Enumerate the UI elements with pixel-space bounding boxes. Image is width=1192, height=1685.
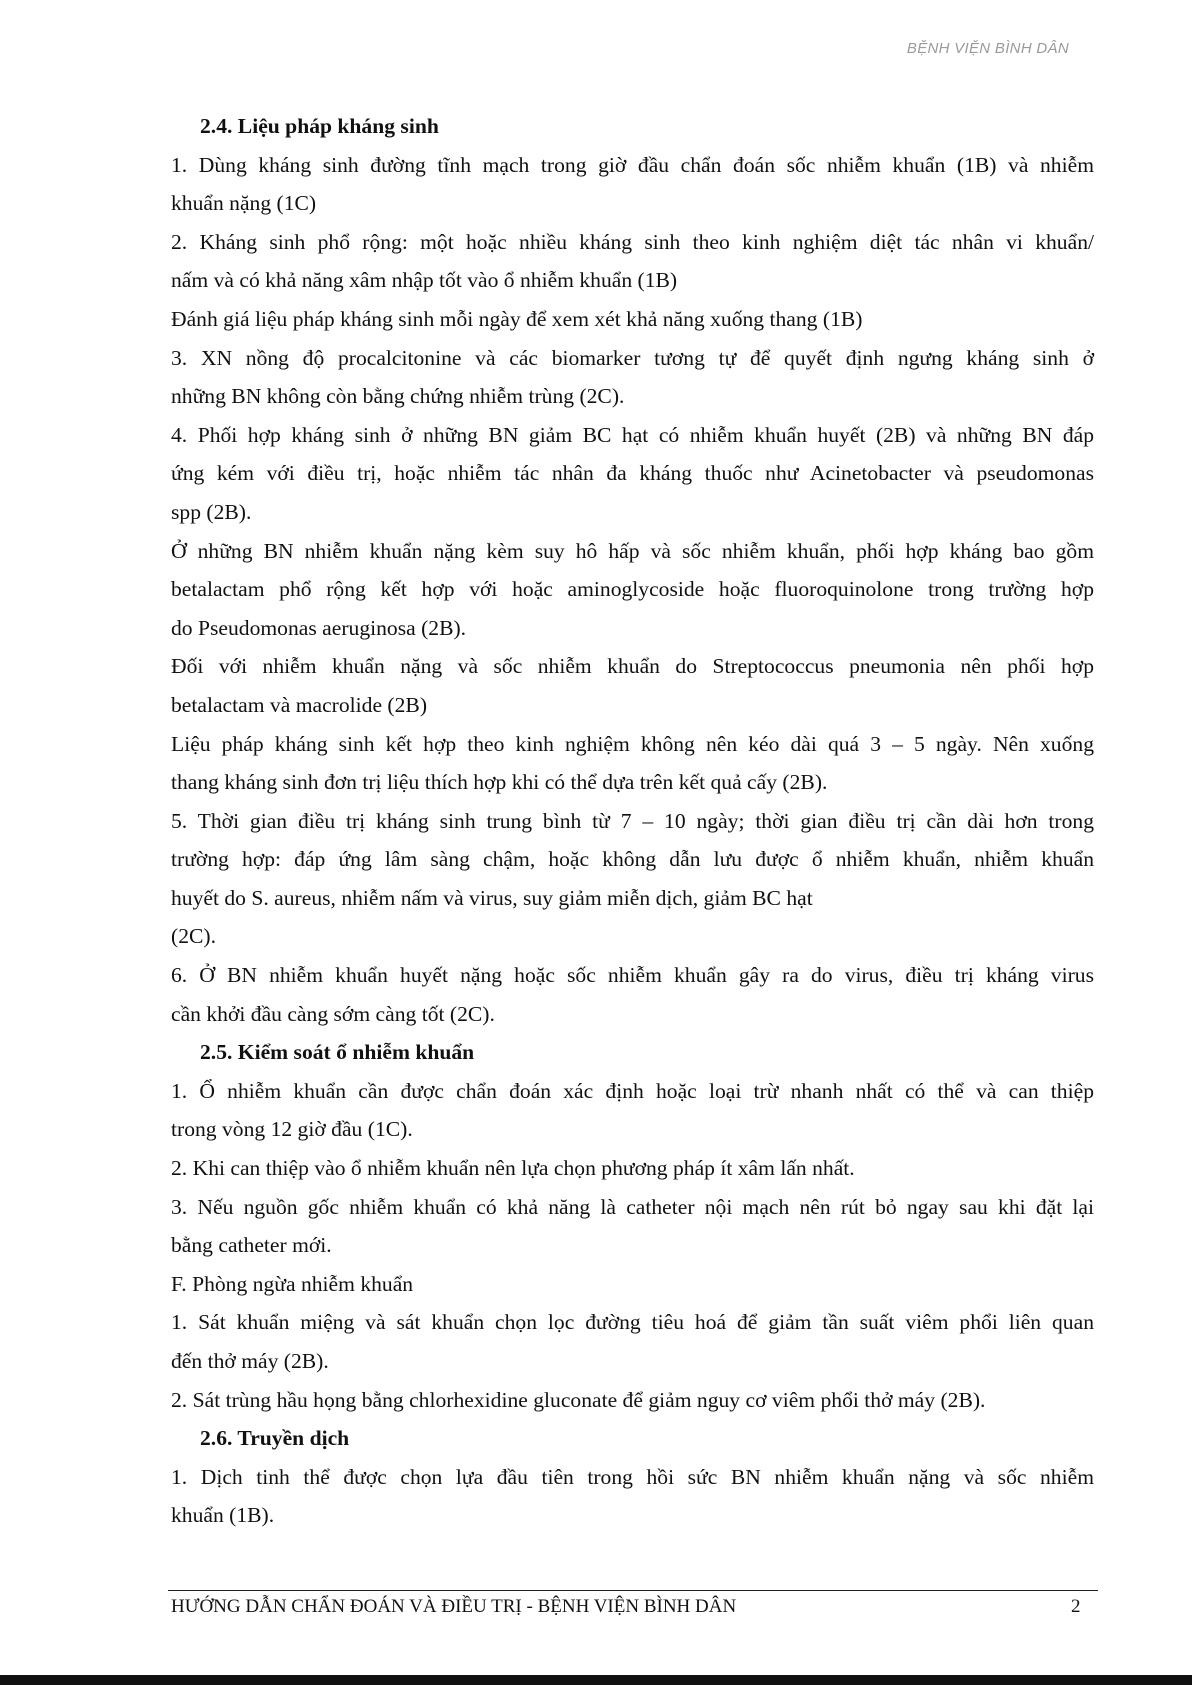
scan-edge-band xyxy=(0,1675,1192,1685)
text-line: huyết do S. aureus, nhiễm nấm và virus, suy giảm miễn dịch, giảm BC hạt xyxy=(171,885,813,910)
text-line: 2. Khi can thiệp vào ổ nhiễm khuẩn nên lựa chọn phương pháp ít xâm lấn nhất. xyxy=(171,1156,855,1181)
text-line: những BN không còn bằng chứng nhiễm trùng (2C). xyxy=(171,384,625,409)
text-line: Ở những BN nhiễm khuẩn nặng kèm suy hô hấp và sốc nhiễm khuẩn, phối hợp kháng bao gồm xyxy=(171,538,1094,563)
text-line: Đánh giá liệu pháp kháng sinh mỗi ngày để xem xét khả năng xuống thang (1B) xyxy=(171,306,863,331)
text-line: bằng catheter mới. xyxy=(171,1233,332,1258)
text-line: 3. XN nồng độ procalcitonine và các biomarker tương tự để quyết định ngưng kháng sinh ở xyxy=(171,345,1094,370)
text-line: spp (2B). xyxy=(171,499,252,524)
text-line: do Pseudomonas aeruginosa (2B). xyxy=(171,615,467,640)
text-line: ứng kém với điều trị, hoặc nhiễm tác nhân đa kháng thuốc như Acinetobacter và pseudomonas xyxy=(171,461,1094,486)
page-number: 2 xyxy=(1071,1596,1081,1617)
text-line: nấm và có khả năng xâm nhập tốt vào ổ nhiễm khuẩn (1B) xyxy=(171,268,678,293)
text-line: khuẩn (1B). xyxy=(171,1503,275,1528)
text-line: 1. Dùng kháng sinh đường tĩnh mạch trong giờ đầu chẩn đoán sốc nhiễm khuẩn (1B) và nhiễm xyxy=(171,152,1094,177)
subsection-heading-f: F. Phòng ngừa nhiễm khuẩn xyxy=(171,1271,414,1296)
text-line: trường hợp: đáp ứng lâm sàng chậm, hoặc không dẫn lưu được ổ nhiễm khuẩn, nhiễm khuẩn xyxy=(171,847,1094,872)
text-line: betalactam và macrolide (2B) xyxy=(171,692,428,717)
text-line: 5. Thời gian điều trị kháng sinh trung bình từ 7 – 10 ngày; thời gian điều trị cần dài hơn trong xyxy=(171,808,1094,833)
text-line: khuẩn nặng (1C) xyxy=(171,191,317,216)
text-line: 6. Ở BN nhiễm khuẩn huyết nặng hoặc sốc nhiễm khuẩn gây ra do virus, điều trị kháng virus xyxy=(171,963,1094,988)
text-line: Đối với nhiễm khuẩn nặng và sốc nhiễm khuẩn do Streptococcus pneumonia nên phối hợp xyxy=(171,654,1094,679)
section-heading-2-6: 2.6. Truyền dịch xyxy=(200,1426,350,1451)
footer-title: HƯỚNG DẪN CHẨN ĐOÁN VÀ ĐIỀU TRỊ - BỆNH VIỆN BÌNH DÂN xyxy=(171,1596,737,1617)
running-header: BỆNH VIỆN BÌNH DÂN xyxy=(906,40,1069,57)
text-line: (2C). xyxy=(171,924,216,949)
text-line: đến thở máy (2B). xyxy=(171,1349,329,1373)
text-line: trong vòng 12 giờ đầu (1C). xyxy=(171,1117,413,1142)
section-heading-2-4: 2.4. Liệu pháp kháng sinh xyxy=(200,114,439,138)
section-heading-2-5: 2.5. Kiểm soát ổ nhiễm khuẩn xyxy=(200,1040,475,1065)
text-line: cần khởi đầu càng sớm càng tốt (2C). xyxy=(171,1001,495,1026)
text-line: 2. Kháng sinh phổ rộng: một hoặc nhiều kháng sinh theo kinh nghiệm diệt tác nhân vi khuẩn/ xyxy=(171,229,1094,254)
text-line: Liệu pháp kháng sinh kết hợp theo kinh nghiệm không nên kéo dài quá 3 – 5 ngày. Nên xuống xyxy=(171,731,1094,756)
text-line: 1. Ổ nhiễm khuẩn cần được chẩn đoán xác định hoặc loại trừ nhanh nhất có thể và can thiệp xyxy=(171,1078,1094,1103)
text-line: thang kháng sinh đơn trị liệu thích hợp khi có thể dựa trên kết quả cấy (2B). xyxy=(171,770,828,795)
footer-divider xyxy=(168,1590,1098,1591)
text-line: 1. Dịch tinh thể được chọn lựa đầu tiên trong hồi sức BN nhiễm khuẩn nặng và sốc nhiễm xyxy=(171,1464,1094,1489)
text-line: 2. Sát trùng hầu họng bằng chlorhexidine gluconate để giảm nguy cơ viêm phổi thở máy (2B). xyxy=(171,1387,986,1412)
text-line: 1. Sát khuẩn miệng và sát khuẩn chọn lọc đường tiêu hoá để giảm tần suất viêm phổi liên quan xyxy=(171,1310,1094,1335)
text-line: 3. Nếu nguồn gốc nhiễm khuẩn có khả năng là catheter nội mạch nên rút bỏ ngay sau khi đặt lại xyxy=(171,1194,1094,1219)
text-line: 4. Phối hợp kháng sinh ở những BN giảm BC hạt có nhiễm khuẩn huyết (2B) và những BN đáp xyxy=(171,422,1094,447)
body-text xyxy=(171,107,1094,1535)
text-line: betalactam phổ rộng kết hợp với hoặc aminoglycoside hoặc fluoroquinolone trong trường hợp xyxy=(171,577,1094,602)
